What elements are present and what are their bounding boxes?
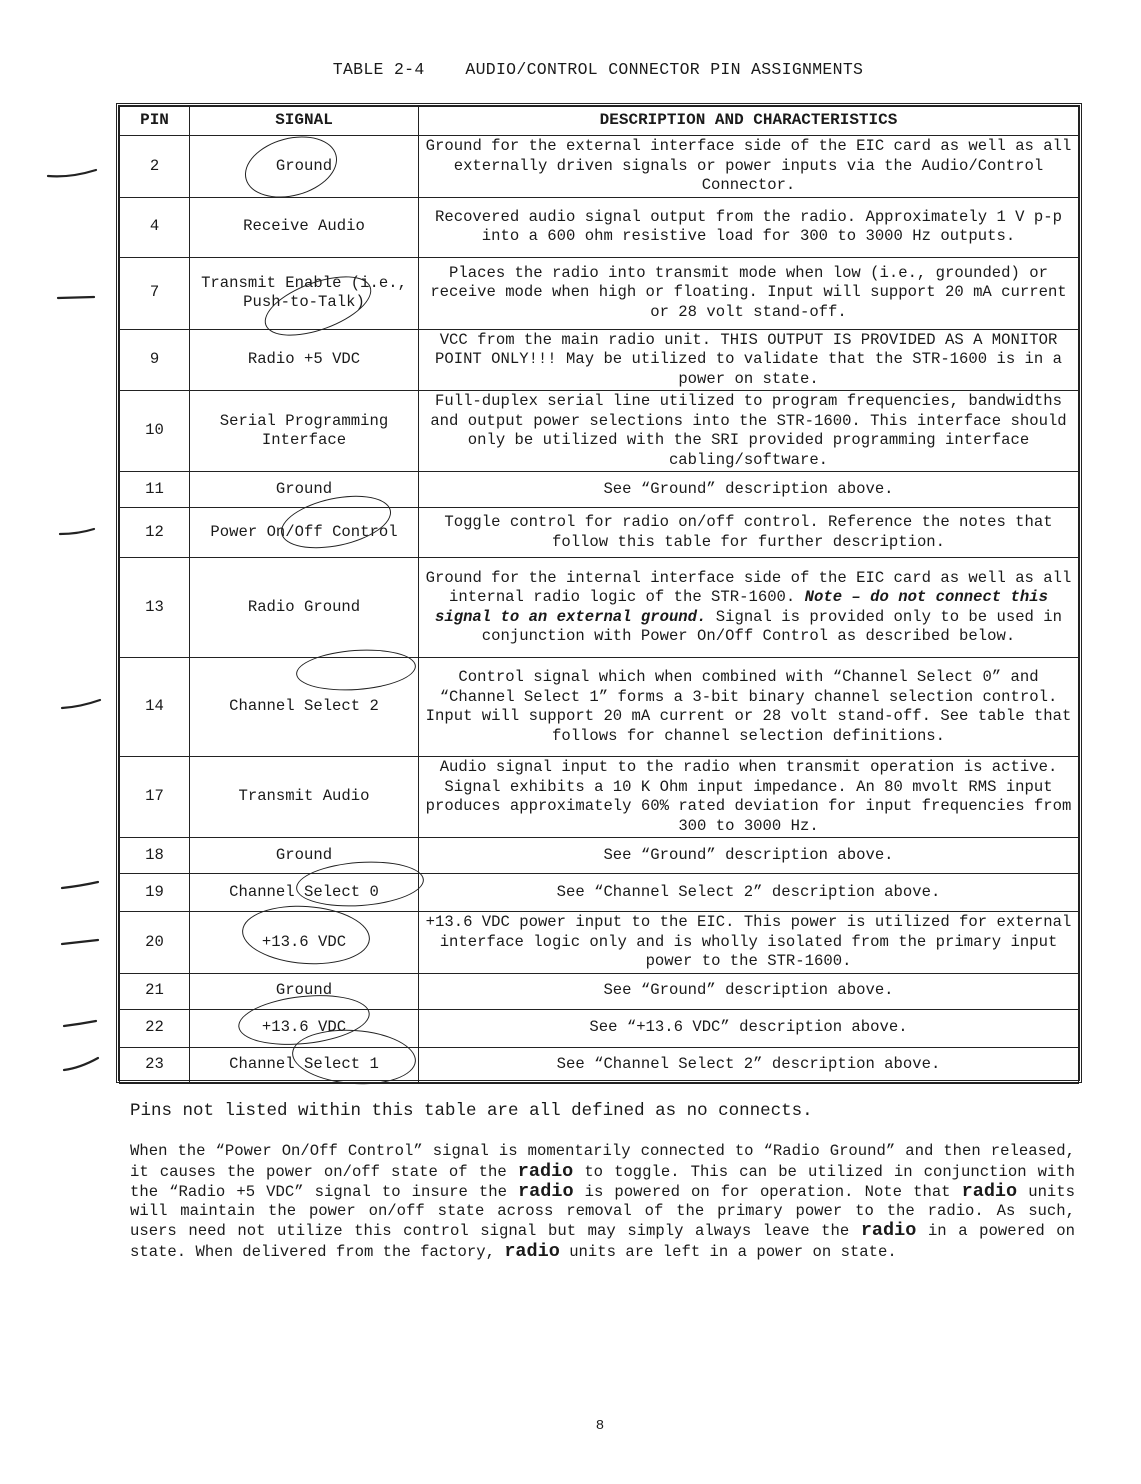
description-note: Note – do not connect this signal to an external ground. [435, 588, 1048, 626]
margin-tick [48, 170, 96, 176]
table-row [120, 874, 1079, 912]
table-row [120, 257, 1079, 329]
signal-name: Channel Select 1 [190, 1047, 419, 1083]
radio-word: radio [504, 1240, 560, 1262]
signal-name: Radio +5 VDC [190, 329, 419, 391]
signal-name: Power On/Off Control [190, 508, 419, 558]
table-row [120, 973, 1079, 1009]
note-text: to toggle. This can be utilized in conjunction with the “Radio +5 VDC” signal to insure the [130, 1162, 1076, 1201]
signal-name: Channel Select 0 [190, 874, 419, 912]
table-row [120, 508, 1079, 558]
signal-description: Audio signal input to the radio when transmit operation is active. Signal exhibits a 10 K Ohm input impedance. An 80 mvolt RMS input produces approximately 60% rated deviation for input frequencies from 300 to 3000 Hz. [419, 757, 1079, 838]
signal-name: Serial Programming Interface [190, 391, 419, 472]
note-text: units will maintain the power on/off state across removal of the primary power to the radio. As such, users need not utilize this control signal but may simply always leave the [130, 1182, 1076, 1241]
margin-tick-marks [0, 0, 110, 1484]
signal-name: +13.6 VDC [190, 912, 419, 974]
signal-name: Ground [190, 136, 419, 198]
signal-description: Places the radio into transmit mode when low (i.e., grounded) or receive mode when high or floating. Input will support 20 mA current or 28 volt stand-off. [419, 257, 1079, 329]
table-row [120, 1009, 1079, 1047]
signal-name: Transmit Enable (i.e., Push-to-Talk) [190, 257, 419, 329]
description-part: Ground for the internal interface side of the EIC card as well as all internal radio logic of the STR-1600. [425, 568, 1072, 606]
signal-name: Ground [190, 472, 419, 508]
margin-tick [62, 700, 100, 708]
margin-tick [60, 529, 94, 534]
table-row [120, 658, 1079, 757]
table-row [120, 391, 1079, 472]
radio-word: radio [961, 1180, 1018, 1202]
radio-word: radio [860, 1220, 917, 1242]
signal-name: Ground [190, 973, 419, 1009]
pin-number: 7 [120, 257, 190, 329]
pin-number: 4 [120, 197, 190, 257]
margin-tick [64, 1021, 96, 1026]
table-row [120, 197, 1079, 257]
signal-description: Control signal which when combined with “Channel Select 0” and “Channel Select 1” forms a 3-bit binary channel selection control. Input will support 20 mA current or 28 volt stand-off. See table that follows for channel selection definitions. [419, 658, 1079, 757]
pin-number: 14 [120, 658, 190, 757]
pin-number: 19 [120, 874, 190, 912]
table-row [120, 1047, 1079, 1083]
table-row [120, 838, 1079, 874]
signal-description [419, 558, 1079, 658]
note-text: units are left in a power on state. [569, 1242, 897, 1261]
signal-description: See “Channel Select 2” description above. [419, 874, 1079, 912]
signal-description: VCC from the main radio unit. THIS OUTPUT IS PROVIDED AS A MONITOR POINT ONLY!!! May be utilized to validate that the STR-1600 is in a power on state. [419, 329, 1079, 391]
signal-description: See “Ground” description above. [419, 838, 1079, 874]
pin-number: 12 [120, 508, 190, 558]
signal-name: Ground [190, 838, 419, 874]
signal-description: +13.6 VDC power input to the EIC. This power is utilized for external interface logic only and is wholly isolated from the primary input power to the STR-1600. [419, 912, 1079, 974]
table-row [120, 912, 1079, 974]
description-part: Signal is provided only to be used in conjunction with Power On/Off Control as described below. [481, 607, 1062, 645]
table-row [120, 757, 1079, 838]
pin-number: 23 [120, 1047, 190, 1083]
pin-number: 13 [120, 558, 190, 658]
margin-tick [62, 940, 98, 944]
page-number: 8 [595, 1418, 605, 1434]
margin-tick [64, 1058, 98, 1070]
pin-number: 21 [120, 973, 190, 1009]
notes-section [130, 1102, 1075, 1262]
no-connect-note: Pins not listed within this table are all defined as no connects. [130, 1101, 813, 1121]
table-row [120, 136, 1079, 198]
signal-description: See “Ground” description above. [419, 973, 1079, 1009]
header-description: DESCRIPTION AND CHARACTERISTICS [419, 107, 1079, 136]
margin-tick [62, 882, 98, 888]
radio-word: radio [517, 1160, 574, 1182]
note-text: is powered on for operation. Note that [584, 1182, 951, 1201]
header-signal: SIGNAL [190, 107, 419, 136]
signal-description: See “Channel Select 2” description above. [419, 1047, 1079, 1083]
note-text: in a powered on state. When delivered from the factory, [130, 1222, 1075, 1261]
pin-number: 18 [120, 838, 190, 874]
signal-description: Ground for the external interface side of the EIC card as well as all externally driven signals or power inputs via the Audio/Control Connector. [419, 136, 1079, 198]
signal-name: +13.6 VDC [190, 1009, 419, 1047]
table-header-row [120, 107, 1079, 136]
pin-assignment-table [116, 103, 1082, 1083]
power-control-note [130, 1142, 1075, 1262]
margin-tick [58, 297, 94, 298]
signal-description: See “Ground” description above. [419, 472, 1079, 508]
table-row [120, 472, 1079, 508]
pin-number: 10 [120, 391, 190, 472]
header-pin: PIN [120, 107, 190, 136]
signal-description: See “+13.6 VDC” description above. [419, 1009, 1079, 1047]
signal-description: Full-duplex serial line utilized to program frequencies, bandwidths and output power selections into the STR-1600. This interface should only be utilized with the SRI provided programming interface cabling/software. [419, 391, 1079, 472]
pin-number: 9 [120, 329, 190, 391]
pin-number: 11 [120, 472, 190, 508]
pin-number: 20 [120, 912, 190, 974]
pin-number: 17 [120, 757, 190, 838]
signal-name: Receive Audio [190, 197, 419, 257]
signal-name: Radio Ground [190, 558, 419, 658]
signal-description: Toggle control for radio on/off control. Reference the notes that follow this table for further description. [419, 508, 1079, 558]
table-title: TABLE 2-4 AUDIO/CONTROL CONNECTOR PIN ASSIGNMENTS [332, 60, 864, 79]
signal-name: Channel Select 2 [190, 658, 419, 757]
signal-name: Transmit Audio [190, 757, 419, 838]
note-text: When the “Power On/Off Control” signal is momentarily connected to “Radio Ground” and then released, it causes the power on/off state of the [130, 1142, 1075, 1181]
table-row [120, 558, 1079, 658]
table-row [120, 329, 1079, 391]
pin-number: 22 [120, 1009, 190, 1047]
signal-description: Recovered audio signal output from the radio. Approximately 1 V p-p into a 600 ohm resistive load for 300 to 3000 Hz outputs. [419, 197, 1079, 257]
radio-word: radio [518, 1180, 574, 1202]
pin-number: 2 [120, 136, 190, 198]
